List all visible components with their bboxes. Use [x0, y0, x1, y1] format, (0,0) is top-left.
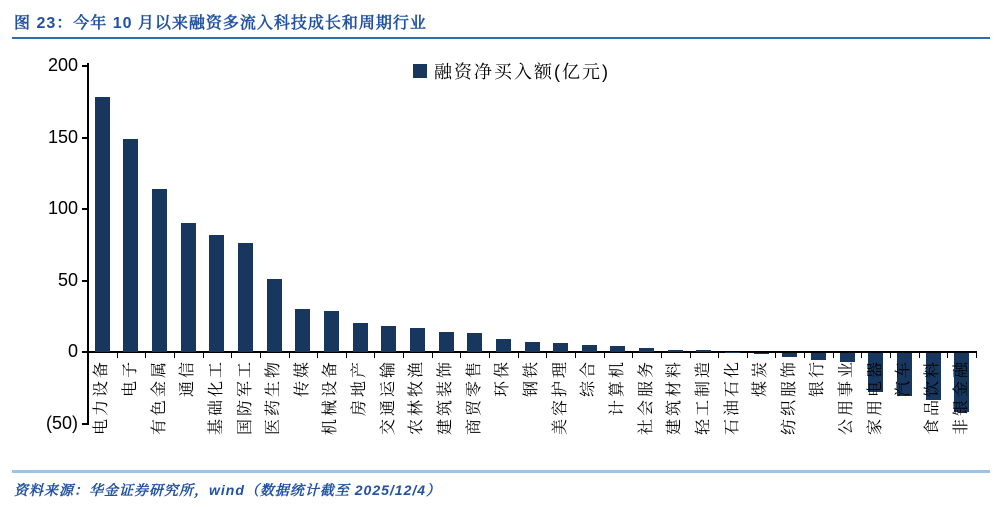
y-tick-label: 200	[47, 55, 78, 75]
x-tick-mark	[174, 353, 175, 358]
x-category-label-text: 汽车	[895, 359, 913, 398]
bar	[238, 243, 253, 352]
x-tick-mark	[403, 353, 404, 358]
x-category-label-text: 计算机	[608, 359, 626, 417]
bar	[668, 350, 683, 352]
bar	[353, 323, 368, 352]
x-category-label-text: 家用电器	[866, 359, 884, 436]
x-tick-mark	[460, 353, 461, 358]
x-tick-mark	[117, 353, 118, 358]
y-tick-label: 100	[47, 198, 78, 218]
x-tick-mark	[231, 353, 232, 358]
bar	[639, 348, 654, 352]
x-category-label-text: 美容护理	[551, 359, 569, 436]
bar	[381, 326, 396, 352]
bar	[410, 328, 425, 352]
bar	[324, 311, 339, 352]
x-category-label-text: 轻工制造	[694, 359, 712, 436]
x-tick-mark	[718, 353, 719, 358]
x-category-label-text: 房地产	[351, 359, 369, 417]
x-tick-mark	[317, 353, 318, 358]
y-axis-line	[87, 63, 89, 425]
legend-label: 融资净买入额(亿元)	[434, 62, 610, 82]
y-tick-label: 0	[67, 341, 78, 361]
x-category-label-text: 国防军工	[236, 359, 254, 436]
x-category-label-text: 机械设备	[322, 359, 340, 436]
x-tick-mark	[632, 353, 633, 358]
y-tick-mark	[82, 280, 88, 282]
footer-divider	[12, 470, 990, 473]
x-category-label-text: 有色金属	[150, 359, 168, 436]
x-tick-mark	[861, 353, 862, 358]
x-category-label-text: 钢铁	[523, 359, 540, 398]
x-tick-mark	[919, 353, 920, 358]
x-tick-mark	[976, 353, 977, 358]
bar	[553, 343, 568, 352]
bar	[267, 279, 282, 352]
bar	[439, 332, 454, 352]
x-tick-mark	[145, 353, 146, 358]
y-tick-label: 50	[57, 269, 78, 290]
x-tick-mark	[804, 353, 805, 358]
y-tick-mark	[82, 423, 88, 425]
x-tick-mark	[890, 353, 891, 358]
bar	[181, 223, 196, 352]
bar	[754, 353, 769, 354]
bar	[152, 189, 167, 352]
x-category-label-text: 非银金融	[952, 359, 970, 436]
x-tick-mark	[833, 353, 834, 358]
x-tick-mark	[289, 353, 290, 358]
x-category-label-text: 电力设备	[93, 359, 111, 436]
x-tick-mark	[346, 353, 347, 358]
x-tick-mark	[575, 353, 576, 358]
y-tick-mark	[82, 65, 88, 67]
x-tick-mark	[489, 353, 490, 358]
bar	[725, 352, 740, 353]
x-tick-mark	[546, 353, 547, 358]
x-category-label-text: 公用事业	[838, 359, 856, 436]
x-tick-mark	[260, 353, 261, 358]
bar	[525, 342, 540, 352]
x-category-label-text: 建筑材料	[666, 359, 684, 436]
x-category-label-text: 银行	[809, 359, 827, 398]
chart-title: 图 23：今年 10 月以来融资多流入科技成长和周期行业	[14, 15, 427, 32]
x-tick-mark	[775, 353, 776, 358]
x-category-label-text: 食品饮料	[924, 359, 942, 436]
x-category-label-text: 社会服务	[637, 359, 655, 436]
x-category-label-text: 环保	[494, 359, 512, 398]
x-tick-mark	[690, 353, 691, 358]
y-tick-label: 150	[47, 126, 78, 147]
x-tick-mark	[518, 353, 519, 358]
bar	[496, 339, 511, 352]
x-category-label-text: 传媒	[293, 359, 311, 398]
y-tick-label: (50)	[45, 412, 78, 433]
x-category-label-text: 农林牧渔	[408, 359, 426, 436]
bar	[582, 345, 597, 352]
x-tick-mark	[432, 353, 433, 358]
x-tick-mark	[203, 353, 204, 358]
bar	[610, 346, 625, 352]
x-category-label-text: 医药生物	[265, 359, 283, 436]
bar	[95, 97, 110, 352]
x-category-label-text: 综合	[580, 359, 598, 398]
x-tick-mark	[947, 353, 948, 358]
y-tick-mark	[82, 137, 88, 139]
bar	[123, 139, 138, 352]
bar	[209, 235, 224, 352]
y-tick-mark	[82, 208, 88, 210]
x-category-label-text: 商贸零售	[465, 359, 483, 436]
x-tick-mark	[747, 353, 748, 358]
x-tick-mark	[88, 353, 89, 358]
bar	[467, 333, 482, 352]
x-category-label-text: 基础化工	[207, 359, 225, 436]
x-category-label-text: 石油石化	[723, 359, 741, 436]
x-category-label-text: 煤炭	[752, 359, 770, 398]
bar	[295, 309, 310, 352]
x-category-label-text: 交通运输	[379, 359, 397, 436]
x-category-label-text: 通信	[179, 359, 197, 398]
x-category-label-text: 纺织服饰	[780, 359, 798, 436]
source-note: 资料来源：华金证券研究所，wind（数据统计截至 2025/12/4）	[14, 482, 442, 498]
x-category-label-text: 电子	[121, 359, 139, 398]
bar	[782, 353, 797, 357]
x-tick-mark	[374, 353, 375, 358]
x-tick-mark	[604, 353, 605, 358]
bar	[696, 350, 711, 352]
x-tick-mark	[661, 353, 662, 358]
x-category-label-text: 建筑装饰	[437, 359, 455, 436]
